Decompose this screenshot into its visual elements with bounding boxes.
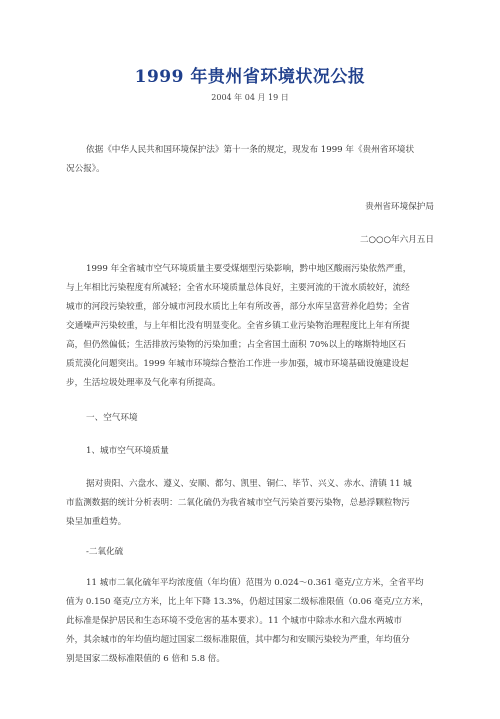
air-quality-paragraph (66, 475, 438, 532)
subsection-heading: 1、城市空气环境质量 (86, 446, 169, 456)
air-quality-line: 染呈加重趋势。 (66, 517, 127, 527)
issuer-name: 贵州省环境保护局 (365, 202, 434, 212)
summary-line: 高，但仍然偏低；生活排放污染物的污染加重；占全省国土面积 70%以上的喀斯特地区石 (66, 340, 406, 350)
so2-line: 此标准是保护居民和生态环境不受危害的基本要求）。11 个城市中除赤水和六盘水两城市 (66, 616, 402, 626)
so2-line: 值为 0.150 毫克/立方米，比上年下降 13.3%，仍超过国家二级标准限值（0.06 毫克/立方米， (66, 597, 429, 607)
so2-line: 11 城市二氧化硫年平均浓度值（年均值）范围为 0.024～0.361 毫克/立方米，全省平均 (86, 578, 424, 588)
section-heading: 一、空气环境 (86, 413, 138, 423)
summary-paragraph (66, 260, 438, 393)
intro-line: 依据《中华人民共和国环境保护法》第十一条的规定，现发布 1999 年《贵州省环境状 (86, 145, 415, 155)
issue-date: 二○○○年六月五日 (359, 235, 434, 245)
air-quality-line: 据对贵阳、六盘水、遵义、安顺、都匀、凯里、铜仁、毕节、兴义、赤水、清镇 11 城 (86, 479, 412, 489)
summary-line: 交通噪声污染较重，与上年相比没有明显变化。全省乡镇工业污染物治理程度比上年有所提 (66, 321, 410, 331)
air-quality-line: 市监测数据的统计分析表明：二氧化硫仍为我省城市空气污染首要污染物，总悬浮颗粒物污 (66, 498, 410, 508)
summary-line: 与上年相比污染程度有所减轻；全省水环境质量总体良好，主要河流的干流水质较好，流经 (66, 283, 410, 293)
summary-line: 城市的河段污染较重，部分城市河段水质比上年有所改善，部分水库呈富营养化趋势；全省 (66, 302, 410, 312)
so2-line: 外，其余城市的年均值均超过国家二级标准限值，其中都匀和安顺污染较为严重，年均值分 (66, 635, 410, 645)
summary-line: 步，生活垃圾处理率及气化率有所提高。 (66, 378, 221, 388)
summary-line: 质荒漠化问题突出。1999 年城市环境综合整治工作进一步加强，城市环境基础设施建设起 (66, 359, 409, 369)
intro-paragraph (66, 141, 438, 179)
page-title: 1999 年贵州省环境状况公报 (134, 67, 366, 87)
so2-line: 别是国家二级标准限值的 6 倍和 5.8 倍。 (66, 654, 225, 664)
so2-paragraph (66, 574, 438, 669)
summary-line: 1999 年全省城市空气环境质量主要受煤烟型污染影响，黔中地区酸雨污染依然严重， (86, 264, 412, 274)
so2-heading: -二氧化硫 (86, 547, 124, 557)
publish-date: 2004 年 04 月 19 日 (211, 93, 289, 102)
intro-line: 况公报》。 (66, 164, 105, 174)
